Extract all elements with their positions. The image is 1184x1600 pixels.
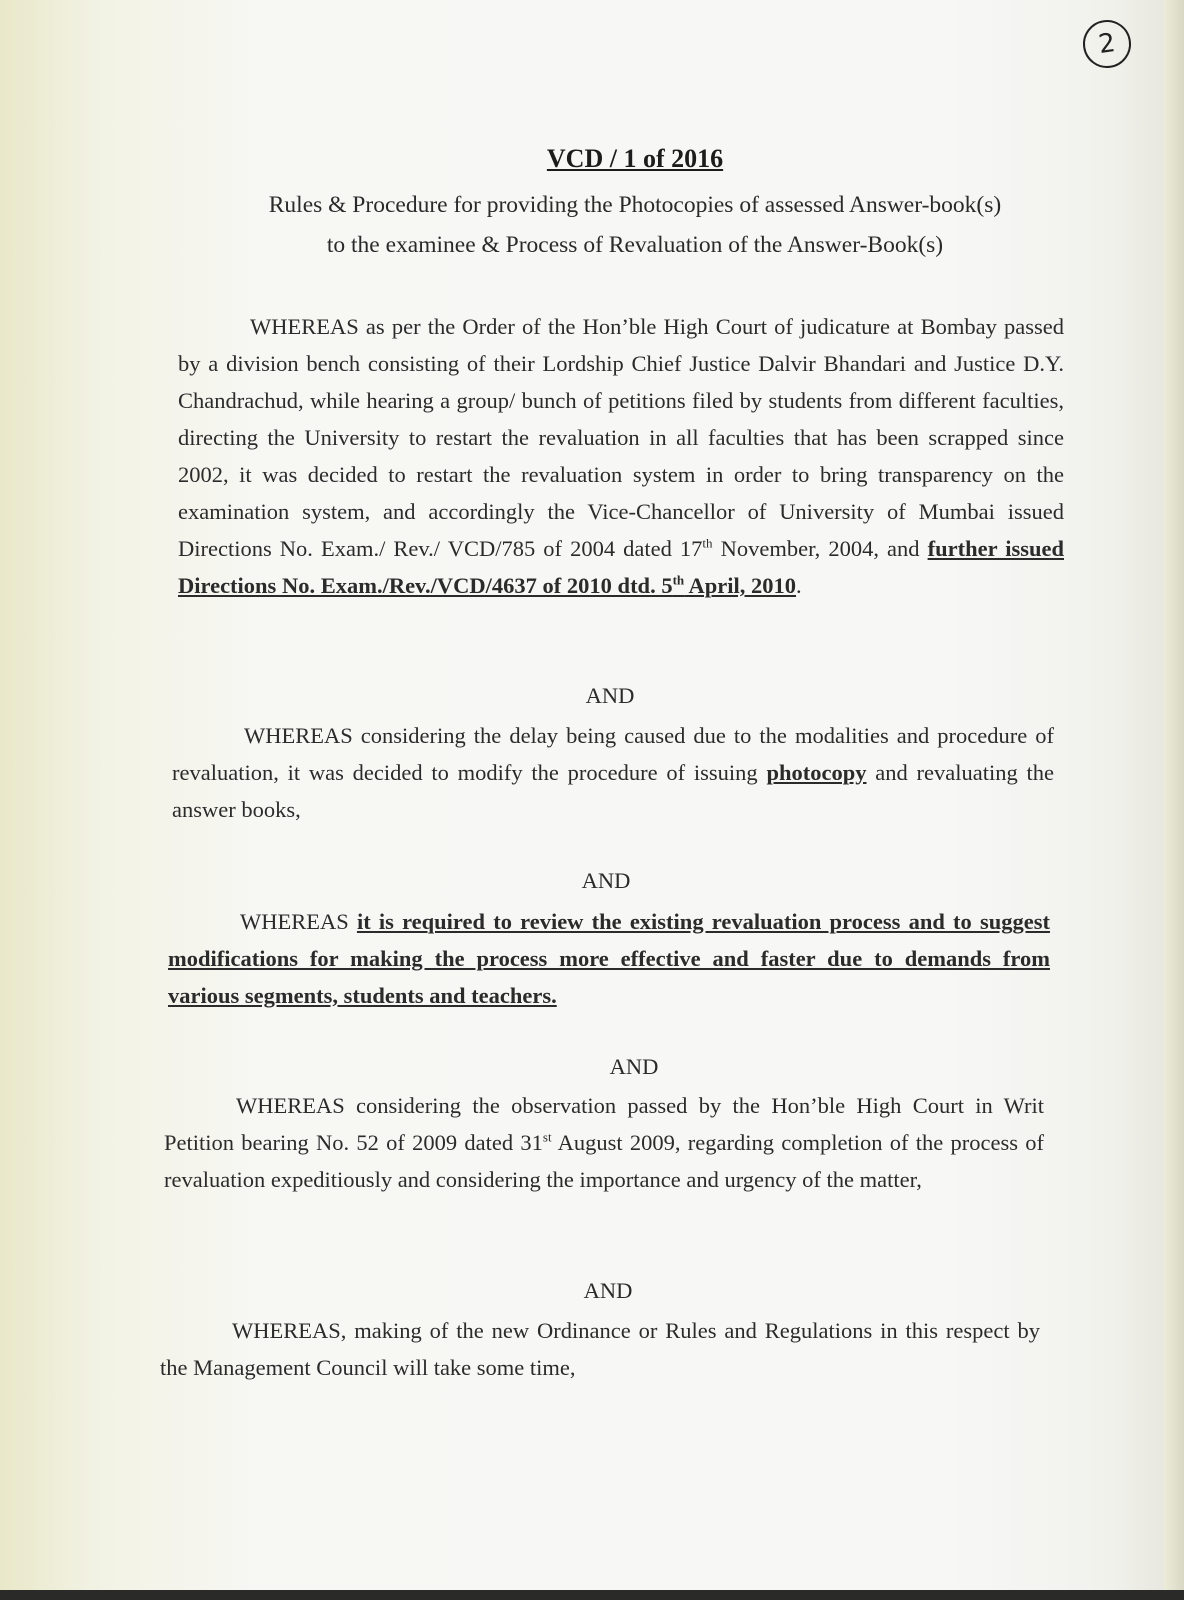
page-number: 2 bbox=[1080, 17, 1134, 71]
paragraph-2-text-end: and revaluating the answer books, bbox=[172, 760, 1054, 822]
scan-border bbox=[0, 1590, 1184, 1600]
paragraph-5-text: WHEREAS, making of the new Ordinance or Rules and Regulations in this respect by the Management Council will take some time, bbox=[160, 1318, 1040, 1380]
paragraph-1-text-end: November, 2004, and bbox=[712, 536, 920, 561]
and-separator-4: AND bbox=[583, 1278, 633, 1303]
superscript: st bbox=[542, 1129, 552, 1145]
paragraph-1 bbox=[178, 308, 1064, 604]
underlined-review: it is required to review the existing revaluation process and to suggest modifications for making the process more effective and faster due to demands from various segments, students and teachers. bbox=[168, 909, 1050, 1008]
paragraph-1-tail: . bbox=[796, 573, 802, 598]
document-title: VCD / 1 of 2016 bbox=[546, 144, 724, 173]
subtitle-line-2: to the examinee & Process of Revaluation of the Answer-Book(s) bbox=[326, 232, 944, 258]
paragraph-2 bbox=[172, 717, 1054, 828]
paragraph-3 bbox=[168, 903, 1050, 1014]
paragraph-4-text: WHEREAS considering the observation passed by the Hon’ble High Court in Writ Petition bearing No. 52 of 2009 dated 31 bbox=[164, 1093, 1044, 1155]
underlined-directions: further issued Directions No. Exam./Rev./VCD/4637 of 2010 dtd. 5th April, 2010 bbox=[178, 536, 1064, 598]
paragraph-1-text: WHEREAS as per the Order of the Hon’ble High Court of judicature at Bombay passed by a division bench consisting of their Lordship Chief Justice Dalvir Bhandari and Justice D.Y. Chandrachud, while hearing a group/ bunch of petitions filed by students from different faculties, directing the University to restart the revaluation in all faculties that has been scrapped since 2002, it was decided to restart the revaluation system in order to bring transparency on the examination system, and accordingly the Vice-Chancellor of University of Mumbai issued Directions No. Exam./ Rev./ VCD/785 of 2004 dated 17 bbox=[178, 314, 1064, 561]
and-separator-3: AND bbox=[609, 1054, 659, 1079]
paragraph-4-text-end: August 2009, regarding completion of the process of revaluation expeditiously and considering the importance and urgency of the matter, bbox=[164, 1130, 1044, 1192]
subtitle-line-1: Rules & Procedure for providing the Photocopies of assessed Answer-book(s) bbox=[268, 192, 1002, 218]
page-edge bbox=[1164, 0, 1184, 1600]
paragraph-2-text: WHEREAS considering the delay being caused due to the modalities and procedure of revaluation, it was decided to modify the procedure of issuing bbox=[172, 723, 1054, 785]
superscript: th bbox=[702, 535, 713, 551]
and-separator-1: AND bbox=[585, 683, 635, 708]
paragraph-4 bbox=[164, 1087, 1044, 1198]
underlined-photocopy: photocopy bbox=[766, 760, 867, 785]
paragraph-3-text: WHEREAS bbox=[240, 909, 357, 934]
and-separator-2: AND bbox=[581, 868, 631, 893]
paragraph-5 bbox=[160, 1312, 1040, 1386]
